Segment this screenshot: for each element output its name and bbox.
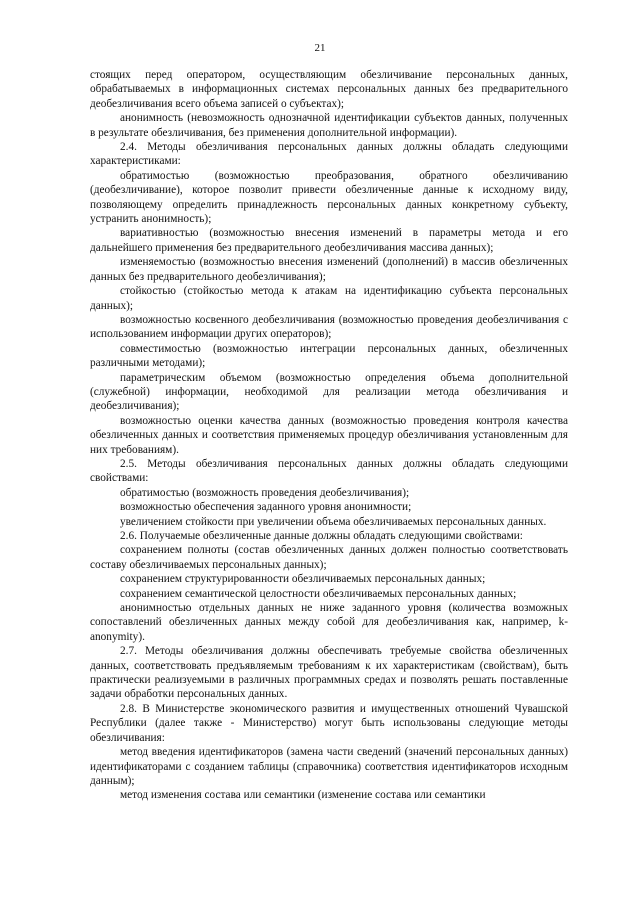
section-2-7-paragraph: 2.7. Методы обезличивания должны обеспечивать требуемые свойства обезличенных данных, соответствовать предъявляемым требованиям к их характеристикам (свойствам), быть практически реализуемыми в различных программных средах и позволять решать поставленные задачи обработки персональных данных.: [90, 645, 568, 701]
list-item-reversibility-property: обратимостью (возможность проведения деобезличивания);: [120, 486, 410, 499]
list-item-quality-assessment: возможностью оценки качества данных (возможностью проведения контроля качества обезличенных данных и соответствия применяемых процедур обезличивания установленным для них требованиям).: [90, 414, 568, 456]
list-item-identifier-method: метод введения идентификаторов (замена части сведений (значений персональных данных) идентификаторами с созданием таблицы (справочника) соответствия идентификаторов исходным данным);: [90, 746, 568, 787]
list-item-anonymity-level: возможностью обеспечения заданного уровня анонимности;: [120, 501, 412, 514]
list-item-reversibility: обратимостью (возможностью преобразования, обратного обезличиванию (деобезличивание), которое позволит привести обезличенные данные к исходному виду, позволяющему определить принадлежность персональных данных конкретному субъекту, устранить анонимность);: [90, 169, 568, 226]
section-2-4-heading: 2.4. Методы обезличивания персональных данных должны обладать следующими характеристиками:: [90, 141, 568, 168]
list-item-resistance-increase: увеличением стойкости при увеличении объема обезличиваемых персональных данных.: [120, 515, 547, 528]
section-2-8-heading: 2.8. В Министерстве экономического развития и имущественных отношений Чувашской Республики (далее также - Министерство) могут быть использованы следующие методы обезличивания:: [90, 702, 568, 744]
list-item-semantic-integrity: сохранением семантической целостности обезличиваемых персональных данных;: [120, 587, 517, 600]
section-2-5-heading: 2.5. Методы обезличивания персональных данных должны обладать следующими свойствами:: [90, 457, 568, 485]
list-item-resistance: стойкостью (стойкостью метода к атакам на идентификацию субъекта персональных данных);: [90, 285, 568, 312]
list-item-variability: вариативностью (возможностью внесения изменений в параметры метода и его дальнейшего применения без предварительного деобезличивания массива данных);: [90, 227, 568, 254]
list-item-parametric-volume: параметрическим объемом (возможностью определения объема дополнительной (служебной) информации, необходимой для реализации метода обезличивания и деобезличивания);: [90, 371, 568, 413]
list-item-completeness: сохранением полноты (состав обезличенных данных должен полностью соответствовать составу обезличиваемых персональных данных);: [90, 544, 568, 571]
section-2-6-heading: 2.6. Получаемые обезличенные данные должны обладать следующими свойствами:: [120, 530, 523, 542]
list-item-individual-anonymity: анонимностью отдельных данных не ниже заданного уровня (количества возможных сопоставлений обезличенных данных между собой для деобезличивания как, например, k-anonymity).: [90, 602, 568, 643]
paragraph-anonymity: анонимность (невозможность однозначной идентификации субъектов данных, полученных в результате обезличивания, без применения дополнительной информации).: [90, 112, 568, 139]
list-item-structure: сохранением структурированности обезличиваемых персональных данных;: [120, 573, 486, 586]
list-item-compatibility: совместимостью (возможностью интеграции персональных данных, обезличенных различными методами);: [90, 342, 568, 370]
list-item-indirect-deidentification: возможностью косвенного деобезличивания (возможностью проведения деобезличивания с использованием информации других операторов);: [90, 313, 568, 341]
page-number: 21: [314, 42, 326, 54]
list-item-changeability: изменяемостью (возможностью внесения изменений (дополнений) в массив обезличенных данных без предварительного деобезличивания);: [90, 256, 568, 283]
document-body: [90, 68, 568, 803]
list-item-composition-method: метод изменения состава или семантики (изменение состава или семантики: [120, 789, 486, 802]
paragraph-continuation: стоящих перед оператором, осуществляющим обезличивание персональных данных, обрабатываемых в информационных системах персональных данных без предварительного деобезличивания всего объема записей о субъектах);: [90, 69, 568, 110]
